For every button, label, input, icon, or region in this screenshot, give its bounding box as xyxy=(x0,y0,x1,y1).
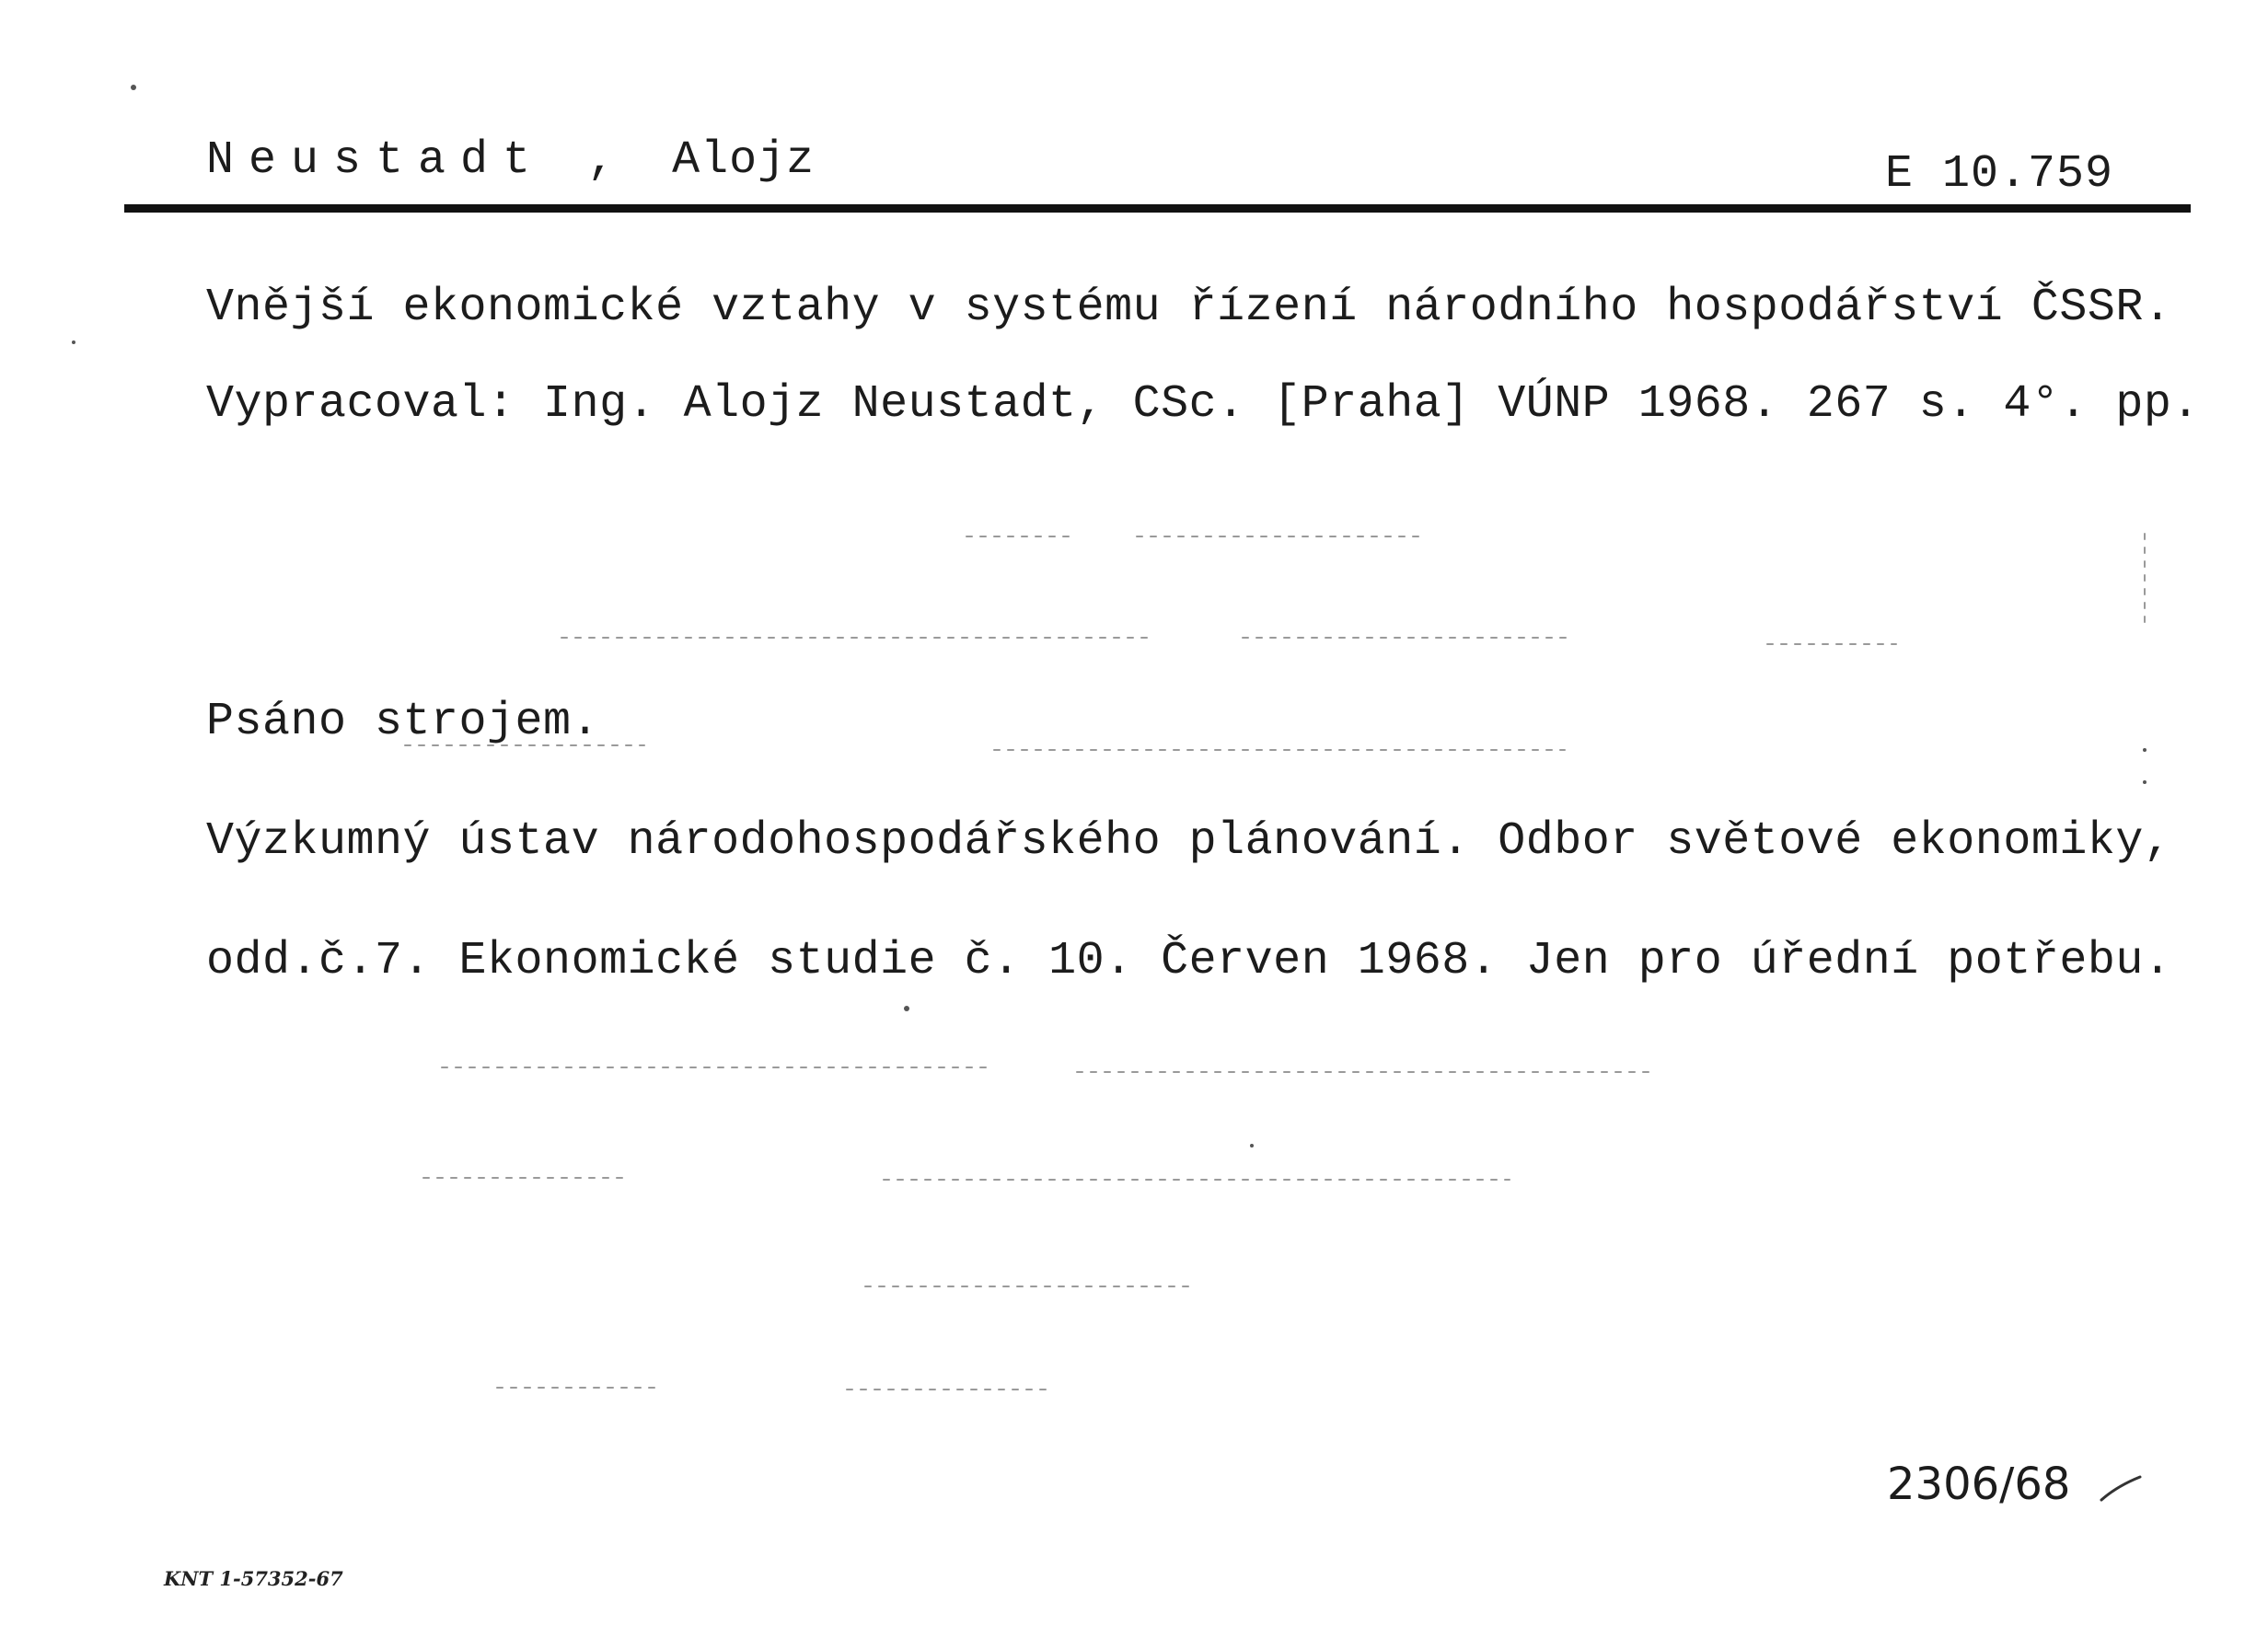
statement-of-responsibility: Vypracoval: Ing. Alojz Neustadt, CSc. [Praha] VÚNP 1968. 267 s. 4°. pp. xyxy=(206,378,2200,431)
typescript-note: Psáno strojem. xyxy=(206,696,600,748)
printer-imprint: KNT 1-57352-67 xyxy=(164,1567,343,1590)
shelfmark: E 10.759 xyxy=(1884,148,2113,201)
title-line: Vnější ekonomické vztahy v systému řízení národního hospodářství ČSSR. xyxy=(206,282,2172,334)
accession-number: 2306/68 xyxy=(1887,1459,2071,1510)
institution-line-1: Výzkumný ústav národohospodářského plánování. Odbor světové ekonomiky, xyxy=(206,815,2172,868)
author-surname: Neustadt xyxy=(206,134,546,187)
header-rule xyxy=(124,204,2191,213)
institution-line-2: odd.č.7. Ekonomické studie č. 10. Červen 1968. Jen pro úřední potřebu. xyxy=(206,935,2172,987)
author-given-name: Alojz xyxy=(672,134,816,187)
author-heading xyxy=(206,133,815,189)
author-separator: , xyxy=(587,134,631,187)
